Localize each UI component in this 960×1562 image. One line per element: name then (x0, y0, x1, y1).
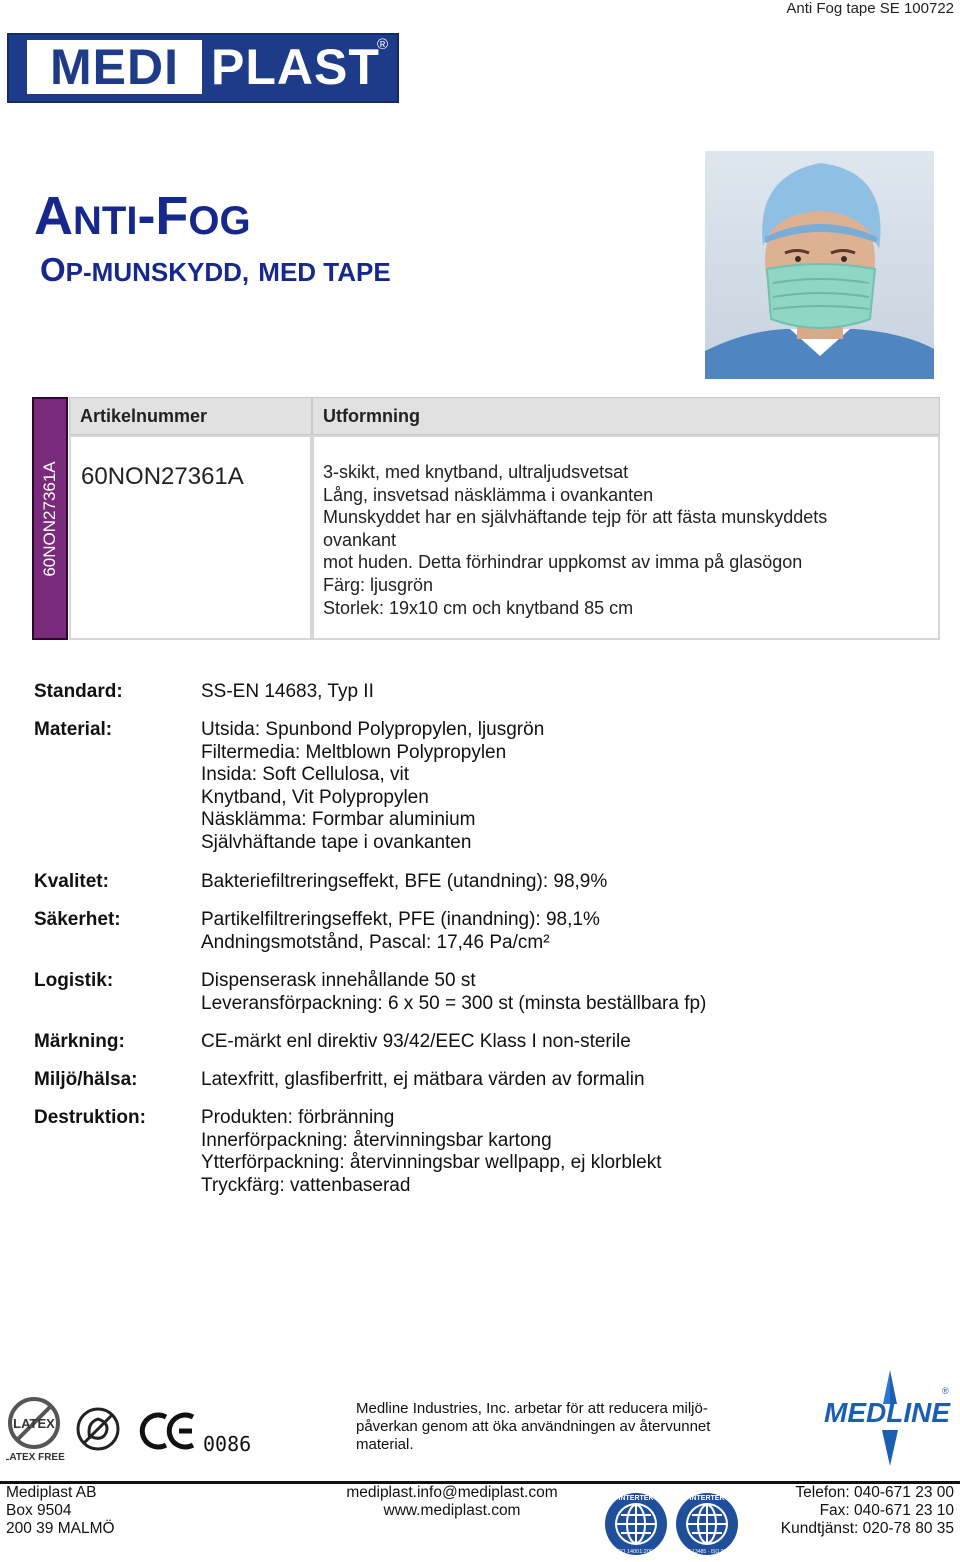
footer-fax: Fax: 040-671 23 10 (819, 1502, 954, 1519)
spec-line: Innerförpackning: återvinningsbar kartong (201, 1129, 552, 1151)
article-number-cell: 60NON27361A (69, 435, 312, 640)
ce-mark-icon (142, 1415, 251, 1456)
document-reference: Anti Fog tape SE 100722 (786, 0, 954, 17)
iso-badge-top-text: INTERTEK (618, 1495, 654, 1502)
latex-free-caption: LATEX FREE (6, 1452, 65, 1463)
product-title (34, 186, 251, 251)
registered-mark: ® (377, 36, 389, 53)
statement-line: material. (356, 1436, 414, 1453)
title-char: F (155, 186, 189, 246)
spec-line: Insida: Soft Cellulosa, vit (201, 764, 410, 786)
spec-label-quality: Kvalitet: (34, 871, 109, 892)
description-line: Storlek: 19x10 cm och knytband 85 cm (323, 597, 634, 618)
footer-customer-service: Kundtjänst: 020-78 80 35 (780, 1520, 954, 1537)
spec-label-logistics: Logistik: (34, 970, 114, 991)
article-sidebar (32, 397, 68, 640)
spec-label-material: Material: (34, 719, 113, 740)
latex-free-icon (6, 1399, 65, 1463)
spec-label-standard: Standard: (34, 681, 123, 702)
spec-label-environment: Miljö/hälsa: (34, 1069, 138, 1090)
description-line: ovankant (323, 529, 397, 550)
statement-line: Medline Industries, Inc. arbetar för att reducera miljö- (356, 1400, 708, 1417)
single-use-icon (78, 1409, 118, 1449)
footer-box: Box 9504 (6, 1502, 72, 1519)
product-subtitle (40, 250, 391, 292)
product-photo (705, 151, 934, 379)
mask-wearer-illustration (705, 151, 934, 379)
spec-value-disposal (201, 1107, 661, 1197)
description-line: 3-skikt, med knytband, ultraljudsvetsat (323, 462, 629, 482)
latex-icon-text: LATEX (13, 1416, 55, 1431)
spec-line: Filtermedia: Meltblown Polypropylen (201, 741, 507, 763)
footer-city: 200 39 MALMÖ (6, 1520, 115, 1537)
footer-email-link[interactable]: mediplast.info@mediplast.com (346, 1484, 558, 1501)
subtitle-char: O (40, 251, 66, 288)
column-header-article-number: Artikelnummer (69, 397, 312, 435)
footer-phone-numbers (781, 1484, 954, 1538)
spec-line: SS-EN 14683, Typ II (201, 681, 374, 702)
spec-line: Utsida: Spunbond Polypropylen, ljusgrön (201, 719, 545, 740)
subtitle-part: P-MUNSKYDD, (65, 257, 250, 287)
logo-word-medi: MEDI (27, 40, 202, 94)
spec-line: Leveransförpackning: 6 x 50 = 300 st (minsta beställbara fp) (201, 992, 707, 1014)
spec-value-environment (201, 1069, 645, 1092)
footer-website-link[interactable]: www.mediplast.com (383, 1502, 521, 1519)
spec-line: CE-märkt enl direktiv 93/42/EEC Klass I non-sterile (201, 1031, 631, 1052)
spec-line: Ytterförpackning: återvinningsbar wellpapp, ej klorblekt (201, 1152, 662, 1174)
spec-line: Partikelfiltreringseffekt, PFE (inandning): 98,1% (201, 909, 600, 930)
iso-14001-badge (603, 1491, 669, 1557)
spec-label-safety: Säkerhet: (34, 909, 121, 930)
description-cell (312, 435, 940, 640)
spec-value-quality (201, 871, 607, 894)
title-char: - (137, 186, 156, 246)
title-char: A (34, 186, 73, 246)
spec-line: Andningsmotstånd, Pascal: 17,46 Pa/cm² (201, 931, 550, 953)
spec-line: Latexfritt, glasfiberfritt, ej mätbara värden av formalin (201, 1069, 645, 1090)
spec-value-standard (201, 681, 374, 704)
title-part: OG (188, 199, 251, 243)
mediplast-logo (7, 33, 399, 103)
subtitle-part: MED TAPE (258, 257, 391, 287)
footer-address (6, 1484, 115, 1538)
iso-badge-top-text: INTERTEK (689, 1495, 725, 1502)
statement-line: påverkan genom att öka användningen av återvunnet (356, 1418, 711, 1435)
ce-notified-body-number: 0086 (203, 1432, 252, 1456)
spec-value-safety (201, 909, 600, 954)
spec-line: Dispenserask innehållande 50 st (201, 970, 476, 991)
certification-icons (6, 1395, 256, 1465)
spec-value-marking (201, 1031, 631, 1054)
footer-contact-web (340, 1484, 564, 1520)
spec-label-marking: Märkning: (34, 1031, 125, 1052)
iso-badge-bottom-text: ISO 13485 · ISO 9001 (682, 1549, 732, 1555)
description-line: Färg: ljusgrön (323, 574, 434, 595)
logo-word-plast: PLAST (211, 39, 380, 95)
iso-13485-badge (674, 1491, 740, 1557)
spec-line: Självhäftande tape i ovankanten (201, 831, 472, 853)
spec-label-disposal: Destruktion: (34, 1107, 146, 1128)
medline-statement (356, 1400, 746, 1454)
spec-line: Bakteriefiltreringseffekt, BFE (utandning): 98,9% (201, 871, 608, 892)
medline-logo (820, 1368, 955, 1468)
footer-phone: Telefon: 040-671 23 00 (795, 1484, 954, 1501)
spec-line: Produkten: förbränning (201, 1107, 395, 1128)
spec-value-logistics (201, 970, 706, 1015)
sidebar-article-number: 60NON27361A (40, 460, 59, 577)
spec-line: Tryckfärg: vattenbaserad (201, 1174, 411, 1196)
spec-line: Näsklämma: Formbar aluminium (201, 809, 476, 831)
footer-company: Mediplast AB (6, 1484, 97, 1501)
spec-value-material (201, 719, 544, 855)
iso-badge-bottom-text: ISO 14001:2004 (615, 1549, 657, 1555)
description-line: mot huden. Detta förhindrar uppkomst av imma på glasögon (323, 552, 803, 573)
description-line: Munskyddet har en självhäftande tejp för att fästa munskyddets (323, 507, 828, 528)
spec-line: Knytband, Vit Polypropylen (201, 786, 429, 808)
description-line: Lång, insvetsad näsklämma i ovankanten (323, 484, 654, 505)
medline-registered-mark: ® (942, 1386, 949, 1396)
column-header-design: Utformning (312, 397, 940, 435)
medline-logo-text: MEDLINE (824, 1397, 950, 1428)
title-part: NTI (73, 199, 138, 243)
